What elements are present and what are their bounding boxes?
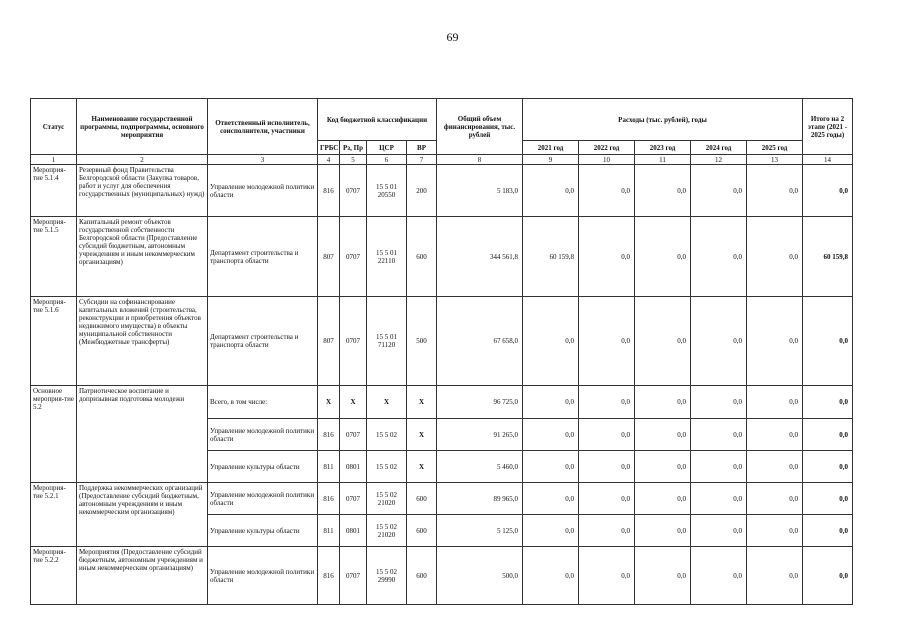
cell-executor: Всего, в том числе:: [208, 386, 318, 419]
header-budget-code: Код бюджетной классификации: [318, 99, 437, 141]
header-name: Наименование государственной программы, подпрограммы, основного мероприятия: [77, 99, 208, 155]
cell-2024: 0,0: [691, 165, 747, 217]
cell-grbs: 816: [318, 483, 340, 515]
cell-itogo: 0,0: [803, 165, 853, 217]
col-index: 4: [318, 155, 340, 165]
cell-2024: 0,0: [691, 515, 747, 547]
cell-2024: 0,0: [691, 419, 747, 451]
cell-vr: 600: [407, 217, 437, 297]
col-index: 11: [635, 155, 691, 165]
cell-2023: 0,0: [635, 165, 691, 217]
col-index: 7: [407, 155, 437, 165]
cell-status: Мероприя-тие 5.1.6: [31, 297, 77, 386]
cell-vr: 600: [407, 515, 437, 547]
cell-2021: 0,0: [523, 165, 579, 217]
cell-itogo: 0,0: [803, 451, 853, 483]
cell-status: Мероприя-тие 5.1.5: [31, 217, 77, 297]
cell-name: Мероприятия (Предоставление субсидий бюджетным, автономным учреждениям и иным некоммерческим организациям): [77, 547, 208, 605]
header-executor: Ответственный исполнитель, соисполнители, участники: [208, 99, 318, 155]
cell-2022: 0,0: [579, 483, 635, 515]
cell-2022: 0,0: [579, 515, 635, 547]
cell-2024: 0,0: [691, 483, 747, 515]
cell-vr: 600: [407, 483, 437, 515]
cell-2023: 0,0: [635, 217, 691, 297]
cell-csr: 15 5 02 29990: [367, 547, 407, 605]
header-year: 2025 год: [747, 141, 803, 155]
cell-grbs: 816: [318, 547, 340, 605]
cell-2021: 0,0: [523, 297, 579, 386]
cell-executor: Управление молодежной политики области: [208, 483, 318, 515]
cell-2024: 0,0: [691, 547, 747, 605]
col-index: 2: [77, 155, 208, 165]
col-index: 1: [31, 155, 77, 165]
cell-name: Капитальный ремонт объектов государственной собственности Белгородской области (Предоставление субсидий бюджетным, автономным учреждениям и иным некоммерческим организациям): [77, 217, 208, 297]
cell-total: 89 965,0: [437, 483, 523, 515]
cell-vr: X: [407, 419, 437, 451]
cell-csr: 15 5 02: [367, 419, 407, 451]
cell-vr: 500: [407, 297, 437, 386]
col-index: 9: [523, 155, 579, 165]
table-row: [31, 483, 853, 515]
cell-2022: 0,0: [579, 165, 635, 217]
cell-name: Патриотическое воспитание и допризывная подготовка молодежи: [77, 386, 208, 483]
cell-2025: 0,0: [747, 547, 803, 605]
header-grbs: ГРБС: [318, 141, 340, 155]
cell-2024: 0,0: [691, 386, 747, 419]
col-index: 3: [208, 155, 318, 165]
cell-itogo: 0,0: [803, 547, 853, 605]
cell-2023: 0,0: [635, 297, 691, 386]
cell-grbs: 807: [318, 217, 340, 297]
cell-2025: 0,0: [747, 451, 803, 483]
cell-2025: 0,0: [747, 386, 803, 419]
col-index: 5: [340, 155, 367, 165]
cell-total: 500,0: [437, 547, 523, 605]
cell-vr: 200: [407, 165, 437, 217]
cell-2022: 0,0: [579, 386, 635, 419]
cell-itogo: 0,0: [803, 419, 853, 451]
cell-2025: 0,0: [747, 217, 803, 297]
cell-2023: 0,0: [635, 547, 691, 605]
cell-2024: 0,0: [691, 451, 747, 483]
cell-name: Резервный фонд Правительства Белгородской области (Закупка товаров, работ и услуг для обеспечения государственных (муниципальных) нужд): [77, 165, 208, 217]
cell-vr: X: [407, 386, 437, 419]
cell-name: Субсидии на софинансирование капитальных вложений (строительства, реконструкции и приобретения объектов недвижимого имущества) в объекты муниципальной собственности (Межбюджетные трансферты): [77, 297, 208, 386]
cell-2024: 0,0: [691, 217, 747, 297]
table-row: [31, 165, 853, 217]
cell-2023: 0,0: [635, 386, 691, 419]
cell-status: Мероприя-тие 5.2.1: [31, 483, 77, 547]
header-year: 2021 год: [523, 141, 579, 155]
cell-itogo: 0,0: [803, 297, 853, 386]
cell-grbs: 811: [318, 515, 340, 547]
cell-rz-pr: 0707: [340, 217, 367, 297]
header-rz-pr: Рз, Пр: [340, 141, 367, 155]
cell-2023: 0,0: [635, 419, 691, 451]
header-expenses: Расходы (тыс. рублей), годы: [523, 99, 803, 141]
cell-2025: 0,0: [747, 483, 803, 515]
col-index: 8: [437, 155, 523, 165]
cell-rz-pr: 0707: [340, 297, 367, 386]
cell-total: 67 658,0: [437, 297, 523, 386]
cell-csr: 15 5 01 71120: [367, 297, 407, 386]
cell-rz-pr: 0707: [340, 547, 367, 605]
cell-2023: 0,0: [635, 451, 691, 483]
cell-itogo: 60 159,8: [803, 217, 853, 297]
cell-2022: 0,0: [579, 547, 635, 605]
cell-executor: Департамент строительства и транспорта области: [208, 217, 318, 297]
cell-status: Основное мероприя-тие 5.2: [31, 386, 77, 483]
cell-executor: Управление культуры области: [208, 451, 318, 483]
cell-grbs: 807: [318, 297, 340, 386]
cell-2021: 0,0: [523, 515, 579, 547]
cell-rz-pr: 0801: [340, 515, 367, 547]
cell-total: 5 125,0: [437, 515, 523, 547]
page-number: 69: [446, 30, 459, 44]
cell-csr: 15 5 02 21020: [367, 515, 407, 547]
cell-2021: 0,0: [523, 451, 579, 483]
cell-2025: 0,0: [747, 515, 803, 547]
col-index: 6: [367, 155, 407, 165]
cell-rz-pr: 0801: [340, 451, 367, 483]
cell-csr: X: [367, 386, 407, 419]
table-row: [31, 547, 853, 605]
col-index: 13: [747, 155, 803, 165]
cell-2023: 0,0: [635, 515, 691, 547]
cell-2025: 0,0: [747, 297, 803, 386]
cell-2021: 0,0: [523, 386, 579, 419]
header-year: 2023 год: [635, 141, 691, 155]
header-total-volume: Общий объем финансирования, тыс. рублей: [437, 99, 523, 155]
cell-name: Поддержка некоммерческих организаций (Предоставление субсидий бюджетным, автономным учреждениям и иным некоммерческим организациям): [77, 483, 208, 547]
cell-executor: Управление молодежной политики области: [208, 419, 318, 451]
cell-grbs: X: [318, 386, 340, 419]
header-year: 2022 год: [579, 141, 635, 155]
cell-2025: 0,0: [747, 165, 803, 217]
col-index: 10: [579, 155, 635, 165]
column-index-row: [31, 155, 853, 165]
cell-itogo: 0,0: [803, 515, 853, 547]
cell-csr: 15 5 01 22110: [367, 217, 407, 297]
col-index: 14: [803, 155, 853, 165]
cell-2021: 0,0: [523, 419, 579, 451]
cell-total: 91 265,0: [437, 419, 523, 451]
cell-csr: 15 5 01 20550: [367, 165, 407, 217]
header-csr: ЦСР: [367, 141, 407, 155]
cell-rz-pr: 0707: [340, 165, 367, 217]
cell-total: 5 183,0: [437, 165, 523, 217]
cell-2025: 0,0: [747, 419, 803, 451]
cell-executor: Управление культуры области: [208, 515, 318, 547]
cell-rz-pr: 0707: [340, 419, 367, 451]
cell-2021: 60 159,8: [523, 217, 579, 297]
cell-2023: 0,0: [635, 483, 691, 515]
budget-table: [30, 98, 853, 605]
cell-total: 96 725,0: [437, 386, 523, 419]
header-year: 2024 год: [691, 141, 747, 155]
cell-total: 344 561,8: [437, 217, 523, 297]
cell-vr: 600: [407, 547, 437, 605]
cell-csr: 15 5 02 21020: [367, 483, 407, 515]
cell-2021: 0,0: [523, 483, 579, 515]
col-index: 12: [691, 155, 747, 165]
header-itogo: Итого на 2 этапе (2021 - 2025 годы): [803, 99, 853, 155]
cell-rz-pr: X: [340, 386, 367, 419]
cell-vr: X: [407, 451, 437, 483]
cell-2024: 0,0: [691, 297, 747, 386]
cell-grbs: 816: [318, 419, 340, 451]
cell-executor: Департамент строительства и транспорта области: [208, 297, 318, 386]
cell-grbs: 816: [318, 165, 340, 217]
cell-2022: 0,0: [579, 297, 635, 386]
cell-2022: 0,0: [579, 217, 635, 297]
header-status: Статус: [31, 99, 77, 155]
cell-itogo: 0,0: [803, 483, 853, 515]
cell-executor: Управление молодежной политики области: [208, 165, 318, 217]
cell-2022: 0,0: [579, 419, 635, 451]
table-row: [31, 386, 853, 419]
table-row: [31, 297, 853, 386]
cell-status: Мероприя-тие 5.2.2: [31, 547, 77, 605]
cell-2021: 0,0: [523, 547, 579, 605]
cell-csr: 15 5 02: [367, 451, 407, 483]
cell-total: 5 460,0: [437, 451, 523, 483]
cell-2022: 0,0: [579, 451, 635, 483]
cell-itogo: 0,0: [803, 386, 853, 419]
header-vr: ВР: [407, 141, 437, 155]
table-row: [31, 217, 853, 297]
cell-grbs: 811: [318, 451, 340, 483]
cell-rz-pr: 0707: [340, 483, 367, 515]
cell-executor: Управление молодежной политики области: [208, 547, 318, 605]
cell-status: Мероприя-тие 5.1.4: [31, 165, 77, 217]
